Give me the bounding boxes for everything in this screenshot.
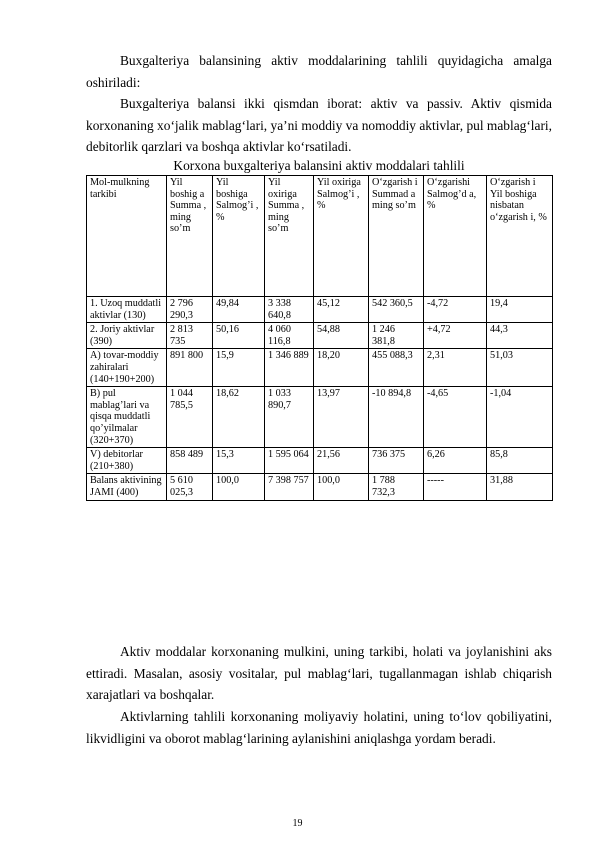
header-cell: O‘zgarish i Summad a ming so’m (369, 176, 424, 297)
page-number: 19 (292, 818, 303, 829)
header-cell: O‘zgarishi Salmog’d a, % (424, 176, 487, 297)
table-cell: 13,97 (314, 387, 369, 448)
table-row (87, 448, 553, 474)
table-cell: 5 610 025,3 (167, 474, 213, 500)
table-cell: 858 489 (167, 448, 213, 474)
table-cell: 45,12 (314, 297, 369, 323)
table-cell: 4 060 116,8 (265, 323, 314, 349)
table-cell: 2,31 (424, 349, 487, 387)
table-cell: 1 595 064 (265, 448, 314, 474)
table-cell: 15,9 (213, 349, 265, 387)
paragraph-analysis-purpose: Aktivlarning tahlili korxonaning moliyaviy holatini, uning to‘lov qobiliyatini, likvidligini va oborot mablag‘larining aylanishini aniqlashga yordam beradi. (86, 709, 552, 746)
balance-assets-table (86, 175, 553, 501)
table-cell: 1 346 889 (265, 349, 314, 387)
header-cell: O‘zgarish i Yil boshiga nisbatan o‘zgarish i, % (487, 176, 553, 297)
table-cell: 50,16 (213, 323, 265, 349)
table-cell: 18,20 (314, 349, 369, 387)
table-cell: 3 338 640,8 (265, 297, 314, 323)
paragraph-intro: Buxgalteriya balansining aktiv moddalarining tahlili quyidagicha amalga oshiriladi: (86, 53, 552, 90)
table-cell: 18,62 (213, 387, 265, 448)
table-cell: 891 800 (167, 349, 213, 387)
table-cell: 51,03 (487, 349, 553, 387)
table-cell: +4,72 (424, 323, 487, 349)
table-cell: -4,72 (424, 297, 487, 323)
row-label: Balans aktivining JAMI (400) (87, 474, 167, 500)
header-cell: Yil oxiriga Summa , ming so’m (265, 176, 314, 297)
table-cell: 1 033 890,7 (265, 387, 314, 448)
row-label: V) debitorlar (210+380) (87, 448, 167, 474)
row-label: B) pul mablag’lari va qisqa muddatli qo’yilmalar (320+370) (87, 387, 167, 448)
table-row (87, 349, 553, 387)
table-cell: -4,65 (424, 387, 487, 448)
table-cell: -1,04 (487, 387, 553, 448)
paragraph-asset-items: Aktiv moddalar korxonaning mulkini, uning tarkibi, holati va joylanishini aks ettiradi. Masalan, asosiy vositalar, pul mablag‘lari, tugallanmagan ishlab chiqarish xarajatlari va boshqalar. (86, 644, 552, 702)
table-cell: 85,8 (487, 448, 553, 474)
table-row (87, 297, 553, 323)
table-row (87, 387, 553, 448)
table-cell: 2 813 735 (167, 323, 213, 349)
table-row (87, 323, 553, 349)
table-cell: 542 360,5 (369, 297, 424, 323)
paragraph-balance-structure: Buxgalteriya balansi ikki qismdan iborat: aktiv va passiv. Aktiv qismida korxonaning xo‘jalik mablag‘lari, ya’ni moddiy va nomoddiy aktivlar, pul mablag‘lari, debitorlik qarzlari va boshqa aktivlar ko‘rsatiladi. (86, 96, 552, 154)
table-cell: 1 788 732,3 (369, 474, 424, 500)
row-label: 1. Uzoq muddatli aktivlar (130) (87, 297, 167, 323)
table-cell: 49,84 (213, 297, 265, 323)
table-cell: 21,56 (314, 448, 369, 474)
table-cell: 1 246 381,8 (369, 323, 424, 349)
table-cell: 736 375 (369, 448, 424, 474)
header-cell: Yil boshiga Salmog’i , % (213, 176, 265, 297)
row-label: A) tovar-moddiy zahiralari (140+190+200) (87, 349, 167, 387)
row-label: 2. Joriy aktivlar (390) (87, 323, 167, 349)
table-row-total (87, 474, 553, 500)
table-cell: 15,3 (213, 448, 265, 474)
table-cell: ----- (424, 474, 487, 500)
table-cell: 2 796 290,3 (167, 297, 213, 323)
table-cell: 1 044 785,5 (167, 387, 213, 448)
header-cell: Mol-mulkning tarkibi (87, 176, 167, 297)
table-cell: -10 894,8 (369, 387, 424, 448)
table-cell: 44,3 (487, 323, 553, 349)
table-cell: 455 088,3 (369, 349, 424, 387)
table-cell: 54,88 (314, 323, 369, 349)
table-caption: Korxona buxgalteriya balansini aktiv moddalari tahlili (173, 158, 465, 173)
header-cell: Yil oxiriga Salmog’i , % (314, 176, 369, 297)
table-header-row (87, 176, 553, 297)
table-cell: 100,0 (213, 474, 265, 500)
table-cell: 31,88 (487, 474, 553, 500)
table-cell: 6,26 (424, 448, 487, 474)
table-cell: 100,0 (314, 474, 369, 500)
table-cell: 7 398 757 (265, 474, 314, 500)
header-cell: Yil boshig a Summa , ming so’m (167, 176, 213, 297)
table-cell: 19,4 (487, 297, 553, 323)
